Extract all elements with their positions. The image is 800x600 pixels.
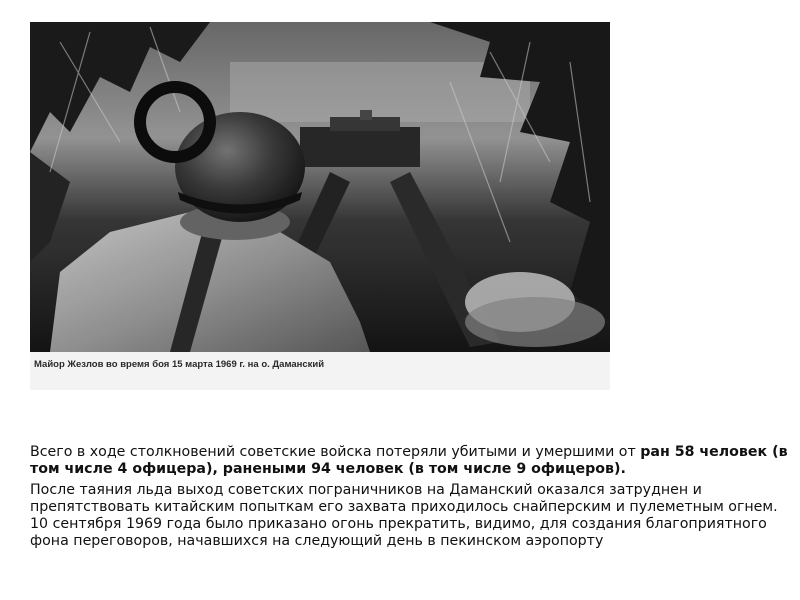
photo-illustration [30,22,610,352]
paragraph-casualties [30,444,790,478]
body-text [30,444,790,554]
caption-strip [30,352,610,390]
photo-grain [30,22,610,352]
casualties-bold-text: ран 58 человек (в том числе 4 офицера), ранеными 94 человек (в том числе 9 офицеров). [30,444,788,477]
photo-caption: Майор Жезлов во время боя 15 марта 1969 г. на о. Даманский [34,359,325,370]
casualties-text: Всего в ходе столкновений советские войска потеряли убитыми и умершими от [30,444,641,460]
historical-photo [30,22,610,352]
paragraph-aftermath: После таяния льда выход советских пограничников на Даманский оказался затруднен и препятствовать китайским попыткам его захвата приходилось снайперским и пулеметным огнем. 10 сентября 1969 года было приказано огонь прекратить, видимо, для создания благоприятного фона переговоров, начавшихся на следующий день в пекинском аэропорту [30,482,778,549]
